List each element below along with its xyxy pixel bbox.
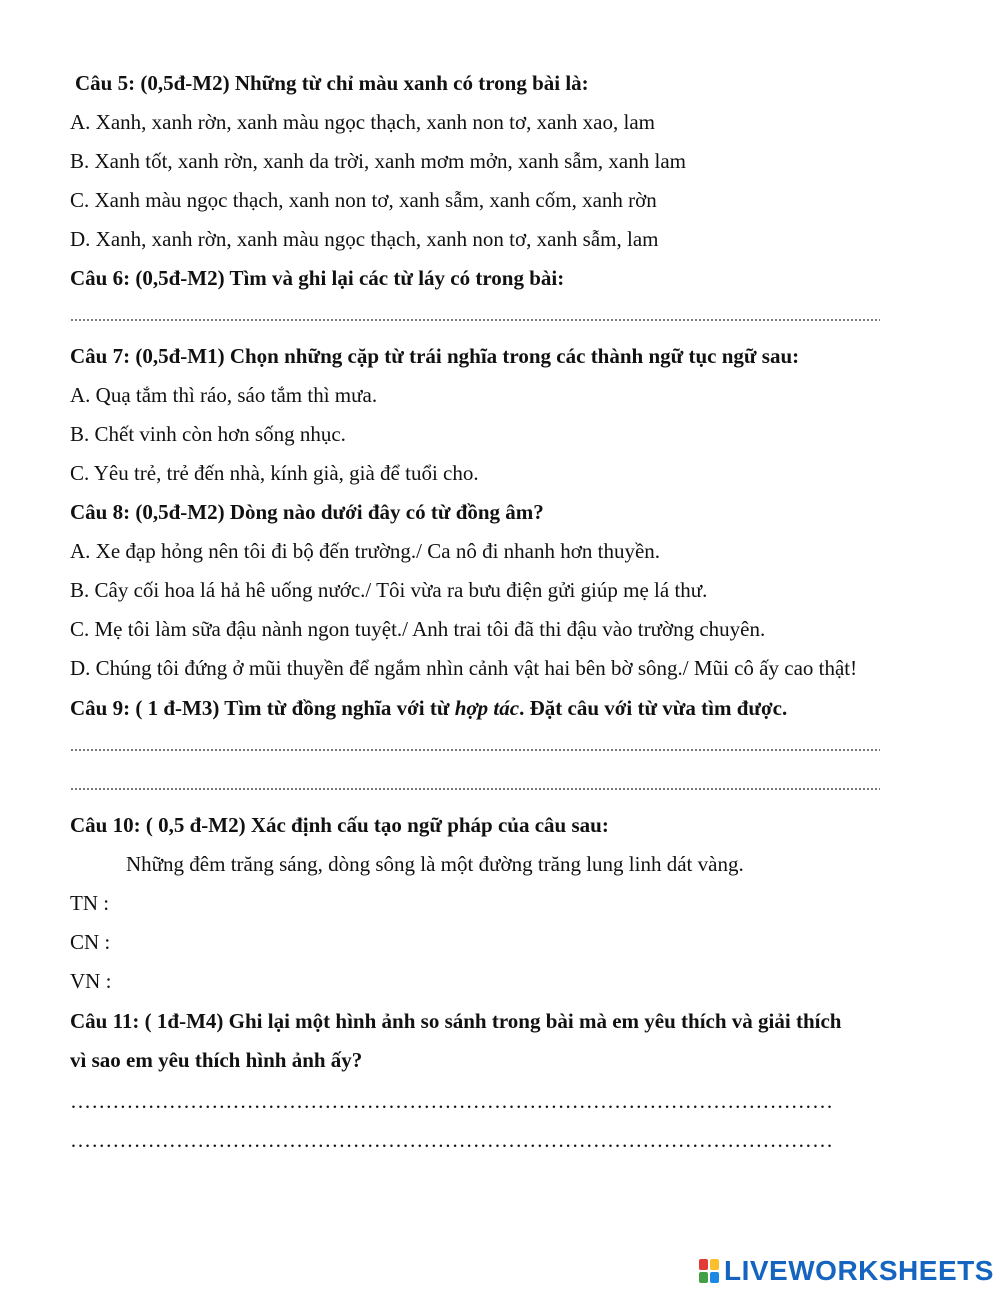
q10-label-tn[interactable]: TN : xyxy=(70,891,110,915)
q7-option-a[interactable]: A. Quạ tắm thì ráo, sáo tắm thì mưa. xyxy=(70,383,378,407)
q7-title-rest: : (0,5đ-M1) Chọn những cặp từ trái nghĩa trong các thành ngữ tục ngữ sau: xyxy=(123,344,800,368)
q8-option-b[interactable]: B. Cây cối hoa lá hả hê uống nước./ Tôi vừa ra bưu điện gửi giúp mẹ lá thư. xyxy=(70,578,708,602)
q7-number: Câu 7 xyxy=(70,344,124,368)
logo-square-red xyxy=(699,1259,708,1270)
liveworksheets-logo-icon xyxy=(698,1258,720,1284)
q9-title-keyword: hợp tác xyxy=(454,696,520,720)
q8-option-a[interactable]: A. Xe đạp hỏng nên tôi đi bộ đến trường./ Ca nô đi nhanh hơn thuyền. xyxy=(70,539,661,563)
q7-option-b[interactable]: B. Chết vinh còn hơn sống nhục. xyxy=(70,422,346,446)
q7-option-c[interactable]: C. Yêu trẻ, trẻ đến nhà, kính già, già để tuổi cho. xyxy=(70,461,479,485)
q8-title-rest: : (0,5đ-M2) Dòng nào dưới đây có từ đồng âm? xyxy=(123,500,544,524)
q11-title-line-1: Câu 11: ( 1đ-M4) Ghi lại một hình ảnh so sánh trong bài mà em yêu thích và giải thích xyxy=(70,1009,842,1033)
q11-answer-line-1[interactable]: ……………………………………………………………………………………………… xyxy=(70,1089,834,1113)
q9-title xyxy=(70,695,787,721)
liveworksheets-logo-text: LIVEWORKSHEETS xyxy=(724,1255,994,1286)
q8-option-d[interactable]: D. Chúng tôi đứng ở mũi thuyền để ngắm nhìn cảnh vật hai bên bờ sông./ Mũi cô ấy cao thật! xyxy=(70,656,858,680)
q9-title-end: . Đặt câu với từ vừa tìm được. xyxy=(519,696,788,720)
q10-title: Câu 10: ( 0,5 đ-M2) Xác định cấu tạo ngữ pháp của câu sau: xyxy=(70,813,609,837)
q9-answer-line-1[interactable] xyxy=(70,746,880,754)
q9-title-start: Câu 9: ( 1 đ-M3) Tìm từ đồng nghĩa với từ xyxy=(70,696,455,720)
q7-title xyxy=(70,343,799,369)
q5-option-a[interactable]: A. Xanh, xanh rờn, xanh màu ngọc thạch, xanh non tơ, xanh xao, lam xyxy=(70,110,655,134)
logo-square-yellow xyxy=(710,1259,719,1270)
q10-label-cn[interactable]: CN : xyxy=(70,930,111,954)
liveworksheets-logo xyxy=(698,1255,994,1287)
q10-sentence: Những đêm trăng sáng, dòng sông là một đường trăng lung linh dát vàng. xyxy=(126,852,744,876)
q9-answer-line-2[interactable] xyxy=(70,785,880,793)
q8-option-c[interactable]: C. Mẹ tôi làm sữa đậu nành ngon tuyệt./ Anh trai tôi đã thi đậu vào trường chuyên. xyxy=(70,617,766,641)
q10-label-vn[interactable]: VN : xyxy=(70,969,112,993)
q8-number: Câu 8 xyxy=(70,500,124,524)
q5-option-c[interactable]: C. Xanh màu ngọc thạch, xanh non tơ, xanh sẫm, xanh cốm, xanh rờn xyxy=(70,188,657,212)
q8-title xyxy=(70,499,544,525)
q11-answer-line-2[interactable]: ……………………………………………………………………………………………… xyxy=(70,1128,834,1152)
logo-square-blue xyxy=(710,1272,719,1283)
q5-option-d[interactable]: D. Xanh, xanh rờn, xanh màu ngọc thạch, xanh non tơ, xanh sẫm, lam xyxy=(70,227,659,251)
q5-option-b[interactable]: B. Xanh tốt, xanh rờn, xanh da trời, xanh mơm mởn, xanh sẫm, xanh lam xyxy=(70,149,686,173)
q6-title: Câu 6: (0,5đ-M2) Tìm và ghi lại các từ láy có trong bài: xyxy=(70,266,565,290)
q5-title: Câu 5: (0,5đ-M2) Những từ chỉ màu xanh có trong bài là: xyxy=(75,71,589,95)
logo-square-green xyxy=(699,1272,708,1283)
q6-answer-line[interactable] xyxy=(70,316,880,324)
q11-title-line-2: vì sao em yêu thích hình ảnh ấy? xyxy=(70,1048,363,1072)
